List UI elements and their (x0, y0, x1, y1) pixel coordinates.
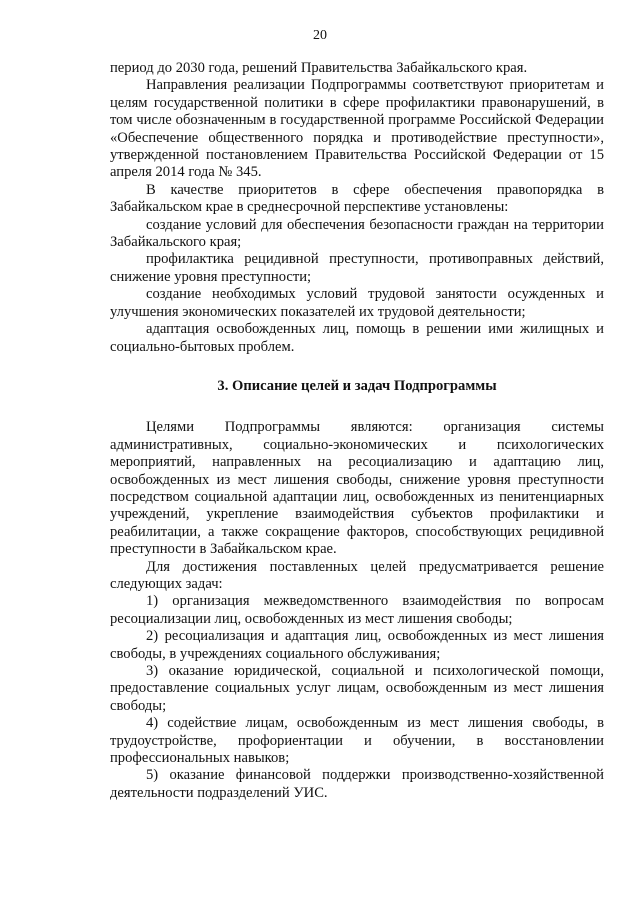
priority-item-prevention: профилактика рецидивной преступности, противоправных действий, снижение уровня преступности; (110, 251, 604, 285)
task-item-3: 3) оказание юридической, социальной и психологической помощи, предоставление социальных услуг лицам, освобожденным из мест лишения свободы; (110, 663, 604, 714)
paragraph-goals: Целями Подпрограммы являются: организация системы административных, социально-экономических и психологических мероприятий, направленных на ресоциализацию и адаптацию лиц, освобожденных из мест лишения свободы, снижение уровня преступности посредством социальной адаптации лиц, освобожденных из пенитенциарных учреждений, укрепление взаимодействия субъектов профилактики и реабилитации, а также сокращение факторов, способствующих рецидивной преступности в Забайкальском крае. (110, 419, 604, 558)
paragraph-tasks-intro: Для достижения поставленных целей предусматривается решение следующих задач: (110, 558, 604, 592)
task-item-2: 2) ресоциализация и адаптация лиц, освобожденных из мест лишения свободы, в учреждениях социального обслуживания; (110, 628, 604, 662)
priority-item-adaptation: адаптация освобожденных лиц, помощь в решении ими жилищных и социально-бытовых проблем. (110, 321, 604, 355)
paragraph-priorities-intro: В качестве приоритетов в сфере обеспечения правопорядка в Забайкальском крае в среднесрочной перспективе установлены: (110, 181, 604, 216)
priority-item-employment: создание необходимых условий трудовой занятости осужденных и улучшения экономических показателей их трудовой деятельности; (110, 286, 604, 320)
document-body (110, 60, 604, 802)
page-number: 20 (313, 28, 327, 43)
paragraph-continuation: период до 2030 года, решений Правительства Забайкальского края. (110, 60, 528, 76)
paragraph-directions: Направления реализации Подпрограммы соответствуют приоритетам и целям государственной политики в сфере профилактики правонарушений, в том числе обозначенным в государственной программе Российской Федерации «Обеспечение общественного порядка и противодействие преступности», утвержденной постановлением Правительства Российской Федерации от 15 апреля 2014 года № 345. (110, 77, 604, 181)
priority-item-safety: создание условий для обеспечения безопасности граждан на территории Забайкальского края; (110, 216, 604, 251)
task-item-1: 1) организация межведомственного взаимодействия по вопросам ресоциализации лиц, освобожденных из мест лишения свободы; (110, 593, 604, 627)
task-item-5: 5) оказание финансовой поддержки производственно-хозяйственной деятельности подразделений УИС. (110, 767, 604, 801)
task-item-4: 4) содействие лицам, освобожденным из мест лишения свободы, в трудоустройстве, профориентации и обучении, в восстановлении профессиональных навыков; (110, 715, 604, 767)
section-heading: 3. Описание целей и задач Подпрограммы (217, 377, 497, 394)
